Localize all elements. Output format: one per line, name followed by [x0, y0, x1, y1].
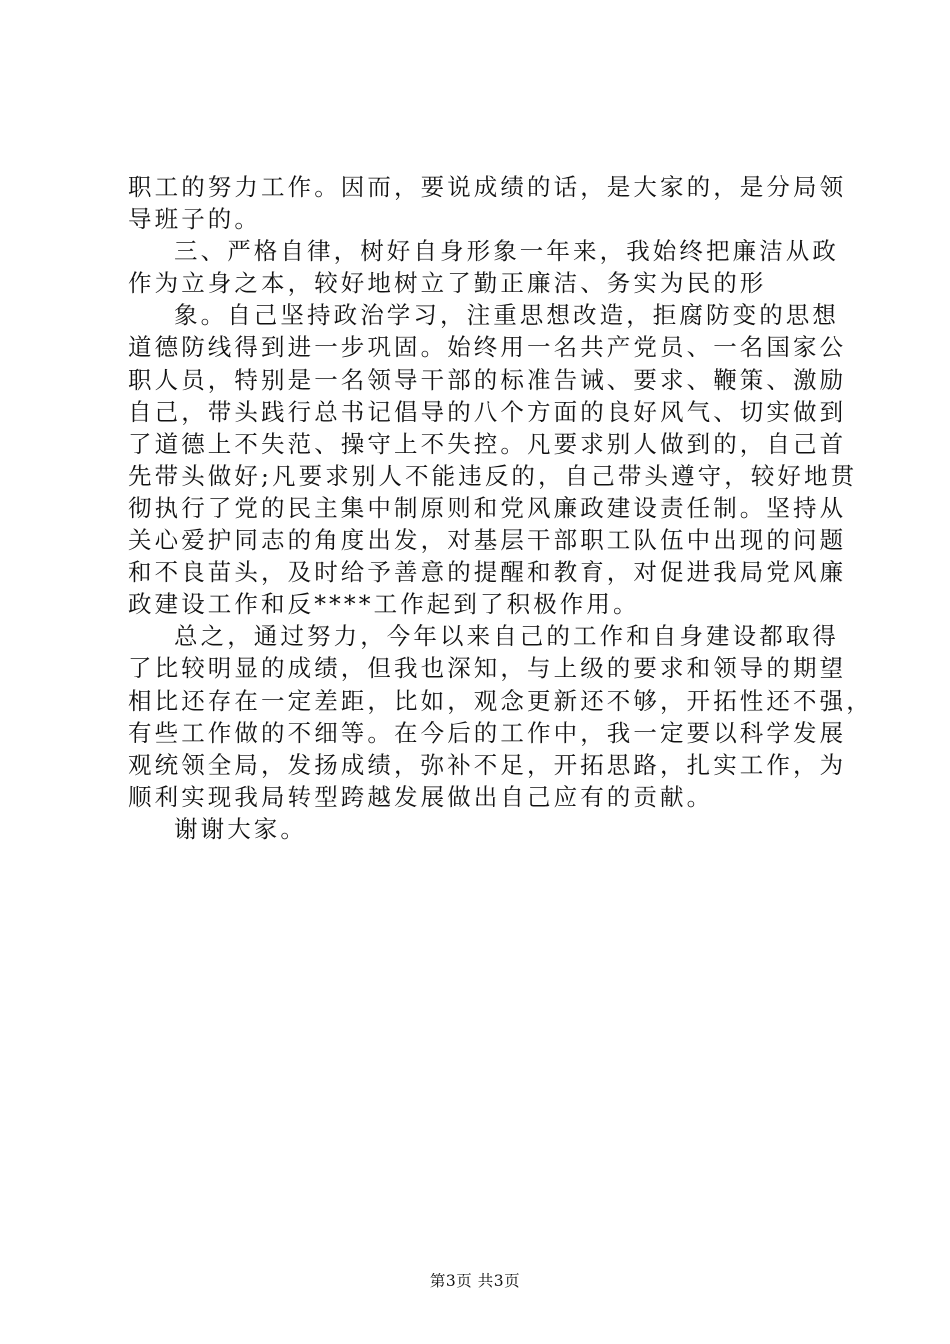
text-line: 观统领全局，发扬成绩，弥补不足，开拓思路，扎实工作，为: [128, 750, 847, 779]
text-line: 先带头做好;凡要求别人不能违反的，自己带头遵守，较好地贯: [128, 461, 858, 490]
text-line: 关心爱护同志的角度出发，对基层干部职工队伍中出现的问题: [128, 526, 847, 555]
text-line: 自己，带头践行总书记倡导的八个方面的良好风气、切实做到: [128, 397, 847, 426]
text-line: 职人员，特别是一名领导干部的标准告诫、要求、鞭策、激励: [128, 365, 847, 394]
page-number-label: 第3页 共3页: [429, 1272, 521, 1290]
text-line: 了道德上不失范、操守上不失控。凡要求别人做到的，自己首: [128, 429, 847, 458]
text-line: 象。自己坚持政治学习，注重思想改造，拒腐防变的思想: [174, 301, 839, 330]
text-line: 职工的努力工作。因而，要说成绩的话，是大家的，是分局领: [128, 173, 847, 201]
text-line: 顺利实现我局转型跨越发展做出自己应有的贡献。: [128, 782, 714, 811]
text-line: 有些工作做的不细等。在今后的工作中，我一定要以科学发展: [128, 718, 847, 747]
text-line: 相比还存在一定差距，比如，观念更新还不够，开拓性还不强，: [128, 686, 873, 715]
document-body: [128, 171, 873, 845]
text-line: 彻执行了党的民主集中制原则和党风廉政建设责任制。坚持从: [128, 493, 847, 522]
closing-line: 谢谢大家。: [174, 814, 307, 843]
text-line: 政建设工作和反****工作起到了积极作用。: [128, 590, 640, 619]
text-line: 和不良苗头，及时给予善意的提醒和教育，对促进我局党风廉: [128, 558, 847, 587]
page-footer: [0, 1271, 950, 1291]
text-line: 作为立身之本，较好地树立了勤正廉洁、务实为民的形: [128, 269, 767, 298]
text-line: 导班子的。: [128, 205, 261, 234]
paragraph-start-line: 总之，通过努力，今年以来自己的工作和自身建设都取得: [174, 622, 839, 651]
paragraph-heading-line: 三、严格自律，树好自身形象一年来，我始终把廉洁从政: [174, 237, 839, 266]
text-line: 了比较明显的成绩，但我也深知，与上级的要求和领导的期望: [128, 654, 847, 683]
text-line: 道德防线得到进一步巩固。始终用一名共产党员、一名国家公: [128, 333, 847, 362]
